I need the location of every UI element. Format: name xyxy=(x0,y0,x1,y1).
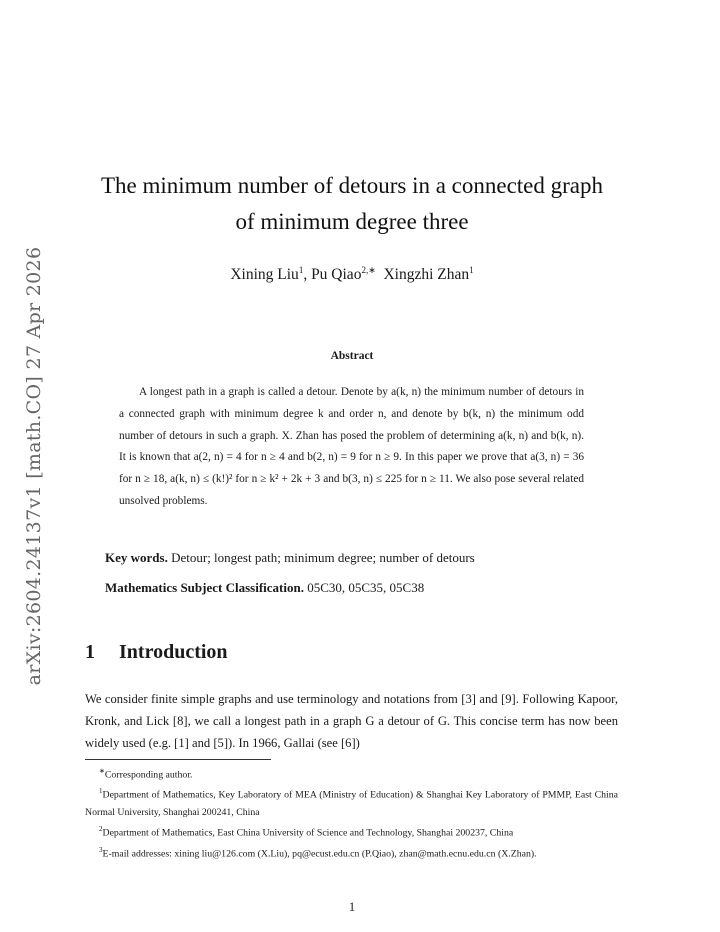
footnote-rule xyxy=(85,759,271,760)
author-separator: , xyxy=(303,266,312,284)
footnote xyxy=(85,821,618,841)
author-list xyxy=(60,265,644,284)
author-name: Pu Qiao xyxy=(311,266,362,284)
msc-value: 05C30, 05C35, 05C38 xyxy=(307,580,425,595)
footnotes xyxy=(85,763,618,862)
section-number: 1 xyxy=(85,641,95,663)
keywords-value: Detour; longest path; minimum degree; number of detours xyxy=(171,550,475,565)
footnote-mark: 2 xyxy=(99,825,103,834)
paper-title xyxy=(60,168,644,240)
author-affiliation-mark: 1 xyxy=(298,265,304,275)
page-number: 1 xyxy=(348,900,356,914)
abstract-heading: Abstract xyxy=(330,350,374,362)
author-name: Xining Liu xyxy=(230,266,299,284)
abstract-text: A longest path in a graph is called a detour. Denote by a(k, n) the minimum number of detours in a connected graph with minimum degree k and order n, and denote by b(k, n) the minimum odd number of detours in such a graph. X. Zhan has posed the problem of determining a(k, n) and b(k, n). It is known that a(2, n) = 4 for n ≥ 4 and b(2, n) = 9 for n ≥ 9. In this paper we prove that a(3, n) = 36 for n ≥ 18, a(k, n) ≤ (k!)² for n ≥ k² + 2k + 3 and b(3, n) ≤ 225 for n ≥ 11. We also pose several related unsolved problems. xyxy=(119,386,584,507)
title-line-1: The minimum number of detours in a connected graph xyxy=(100,173,604,198)
arxiv-identifier-stamp: arXiv:2604.24137v1 [math.CO] 27 Apr 2026 xyxy=(23,246,45,686)
footnote-text: Department of Mathematics, Key Laboratory of MEA (Ministry of Education) & Shanghai Key Laboratory of PMMP, East China Normal University, Shanghai 200241, China xyxy=(85,789,618,818)
author-name: Xingzhi Zhan xyxy=(383,266,470,284)
author-affiliation-mark: 2,∗ xyxy=(361,265,376,275)
footnote-mark: 3 xyxy=(99,845,103,854)
section-title: Introduction xyxy=(119,641,228,663)
intro-paragraph: We consider finite simple graphs and use terminology and notations from [3] and [9]. Following Kapoor, Kronk, and Lick [8], we call a longest path in a graph G a detour of G. This concise term has now been widely used (e.g. [1] and [5]). In 1966, Gallai (see [6]) xyxy=(85,692,618,750)
footnote xyxy=(85,783,618,821)
author-affiliation-mark: 1 xyxy=(469,265,474,275)
footnote-mark: ∗ xyxy=(99,767,105,775)
footnote-text: Department of Mathematics, East China University of Science and Technology, Shanghai 200237, China xyxy=(102,827,514,839)
msc-classification xyxy=(105,580,424,596)
title-line-2: of minimum degree three xyxy=(235,209,469,234)
footnote xyxy=(85,763,618,783)
footnote-text: Corresponding author. xyxy=(104,769,193,781)
footnote-mark: 1 xyxy=(99,787,103,796)
msc-label: Mathematics Subject Classification. xyxy=(105,580,304,595)
section-heading xyxy=(85,641,228,664)
keywords-label: Key words. xyxy=(105,550,168,565)
keywords xyxy=(105,550,475,566)
footnote-text: E-mail addresses: xining liu@126.com (X.Liu), pq@ecust.edu.cn (P.Qiao), zhan@math.ecnu.edu.cn (X.Zhan). xyxy=(102,847,537,859)
footnote xyxy=(85,842,618,862)
